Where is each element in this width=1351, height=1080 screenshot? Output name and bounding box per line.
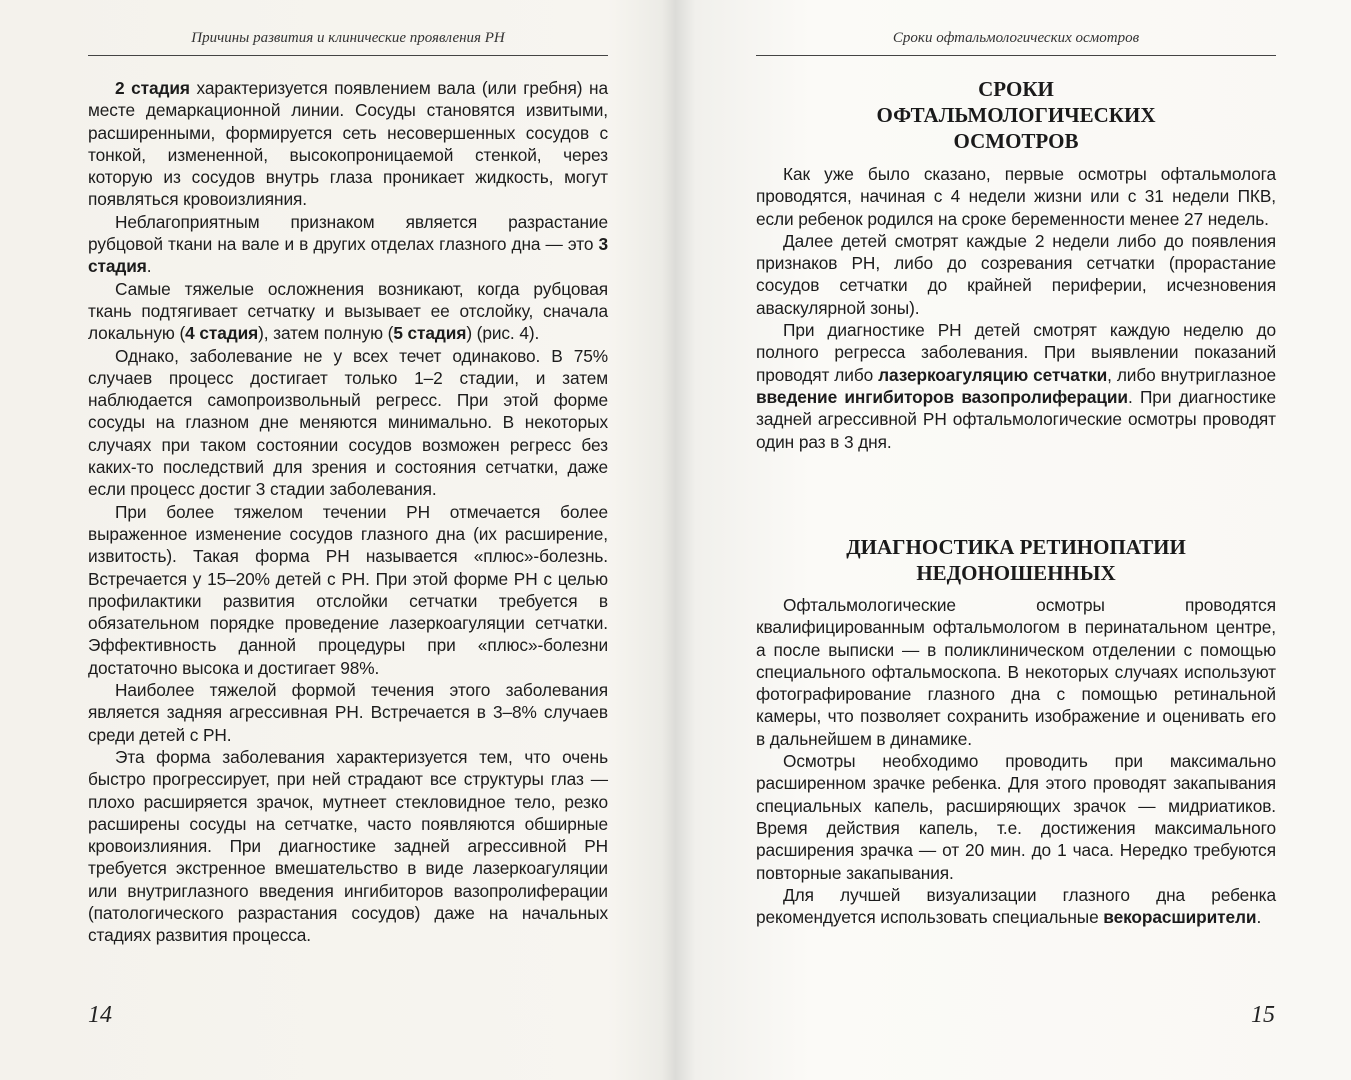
left-page-number: 14 bbox=[88, 1002, 112, 1028]
section-title-diagnostics: ДИАГНОСТИКА РЕТИНОПАТИИ НЕДОНОШЕННЫХ bbox=[846, 535, 1186, 585]
paragraph: Однако, заболевание не у всех течет одинаково. В 75% случаев процесс достигает только 1–2 стадии, и затем наблюдается самопроизвольный регресс. При этой форме сосуды на глазном дне меняются минимально. В некоторых случаях при таком состоянии сосудов возможен регресс без каких-то последствий для зрения и состояния сетчатки, даже если процесс достиг 3 стадии заболевания. bbox=[88, 345, 608, 500]
paragraph: Эта форма заболевания характеризуется тем, что очень быстро прогрессирует, при ней страдают все структуры глаз — плохо расширяется зрачок, мутнеет стекловидное тело, резко расширены сосуды на сетчатке, часто появляются обширные кровоизлияния. При диагностике задней агрессивной РН требуется экстренное вмешательство в виде лазеркоагуляции или внутриглазного введения ингибиторов вазопролиферации (патологического разрастания сосудов) даже на начальных стадиях развития процесса. bbox=[88, 746, 608, 946]
paragraph: Офтальмологические осмотры проводятся квалифицированным офтальмологом в перинатальном центре, а после выписки — в поликлиническом отделении с помощью специального офтальмоскопа. В некоторых случаях используют фотографирование глазного дна с помощью ретинальной камеры, что позволяет сохранить изображение и оценивать его в дальнейшем в динамике. bbox=[756, 595, 1276, 749]
right-running-head: Сроки офтальмологических осмотров bbox=[756, 30, 1276, 56]
paragraph: Неблагоприятным признаком является разрастание рубцовой ткани на вале и в других отделах глазного дна — это 3 стадия. bbox=[88, 211, 608, 277]
paragraph: Осмотры необходимо проводить при максимально расширенном зрачке ребенка. Для этого проводят закапывания специальных капель, расширяющих зрачок — мидриатиков. Время действия капель, т.е. достижения максимального расширения зрачка — от 20 мин. до 1 часа. Нередко требуются повторные закапывания. bbox=[756, 751, 1276, 883]
paragraph: 2 стадия характеризуется появлением вала (или гребня) на месте демаркационной линии. Сосуды становятся извитыми, расширенными, формируется сеть несовершенных сосудов с тонкой, измененной, высокопроницаемой стенкой, через которую из сосудов внутрь глаза проникает жидкость, могут появляться кровоизлияния. bbox=[88, 78, 608, 210]
paragraph: Далее детей смотрят каждые 2 недели либо до появления признаков РН, либо до созревания сетчатки (прорастание сосудов сетчатки до крайней периферии, исчезновения аваскулярной зоны). bbox=[756, 230, 1276, 318]
paragraph: При диагностике РН детей смотрят каждую неделю до полного регресса заболевания. При выявлении показаний проводят либо лазеркоагуляцию сетчатки, либо внутриглазное введение ингибиторов вазопролиферации. При диагностике задней агрессивной РН офтальмологические осмотры проводят один раз в 3 дня. bbox=[756, 320, 1276, 452]
left-body-text bbox=[88, 77, 608, 947]
paragraph: При более тяжелом течении РН отмечается более выраженное изменение сосудов глазного дна (их расширение, извитость). Такая форма РН называется «плюс»-болезнь. Встречается у 15–20% детей с РН. При этой форме РН с целью профилактики развития отслойки сетчатки требуется в обязательном порядке проведение лазеркоагуляции сетчатки. Эффективность данной процедуры при «плюс»-болезни достаточно высока и достигает 98%. bbox=[88, 501, 608, 678]
left-running-head: Причины развития и клинические проявления РН bbox=[88, 30, 608, 56]
section-title-exam-schedule: СРОКИ ОФТАЛЬМОЛОГИЧЕСКИХ ОСМОТРОВ bbox=[876, 77, 1156, 153]
left-page bbox=[0, 0, 675, 1080]
diagnostics-text bbox=[756, 594, 1276, 928]
exam-schedule-text bbox=[756, 163, 1276, 453]
right-page bbox=[676, 0, 1351, 1080]
paragraph: Как уже было сказано, первые осмотры офтальмолога проводятся, начиная с 4 недели жизни или с 31 недели ПКВ, если ребенок родился на сроке беременности менее 27 недель. bbox=[756, 164, 1276, 229]
right-page-number: 15 bbox=[1251, 1002, 1275, 1028]
paragraph: Для лучшей визуализации глазного дна ребенка рекомендуется использовать специальные векорасширители. bbox=[756, 884, 1276, 928]
paragraph: Наиболее тяжелой формой течения этого заболевания является задняя агрессивная РН. Встречается в 3–8% случаев среди детей с РН. bbox=[88, 680, 608, 745]
paragraph: Самые тяжелые осложнения возникают, когда рубцовая ткань подтягивает сетчатку и вызывает ее отслойку, сначала локальную (4 стадия), затем полную (5 стадия) (рис. 4). bbox=[88, 278, 608, 344]
